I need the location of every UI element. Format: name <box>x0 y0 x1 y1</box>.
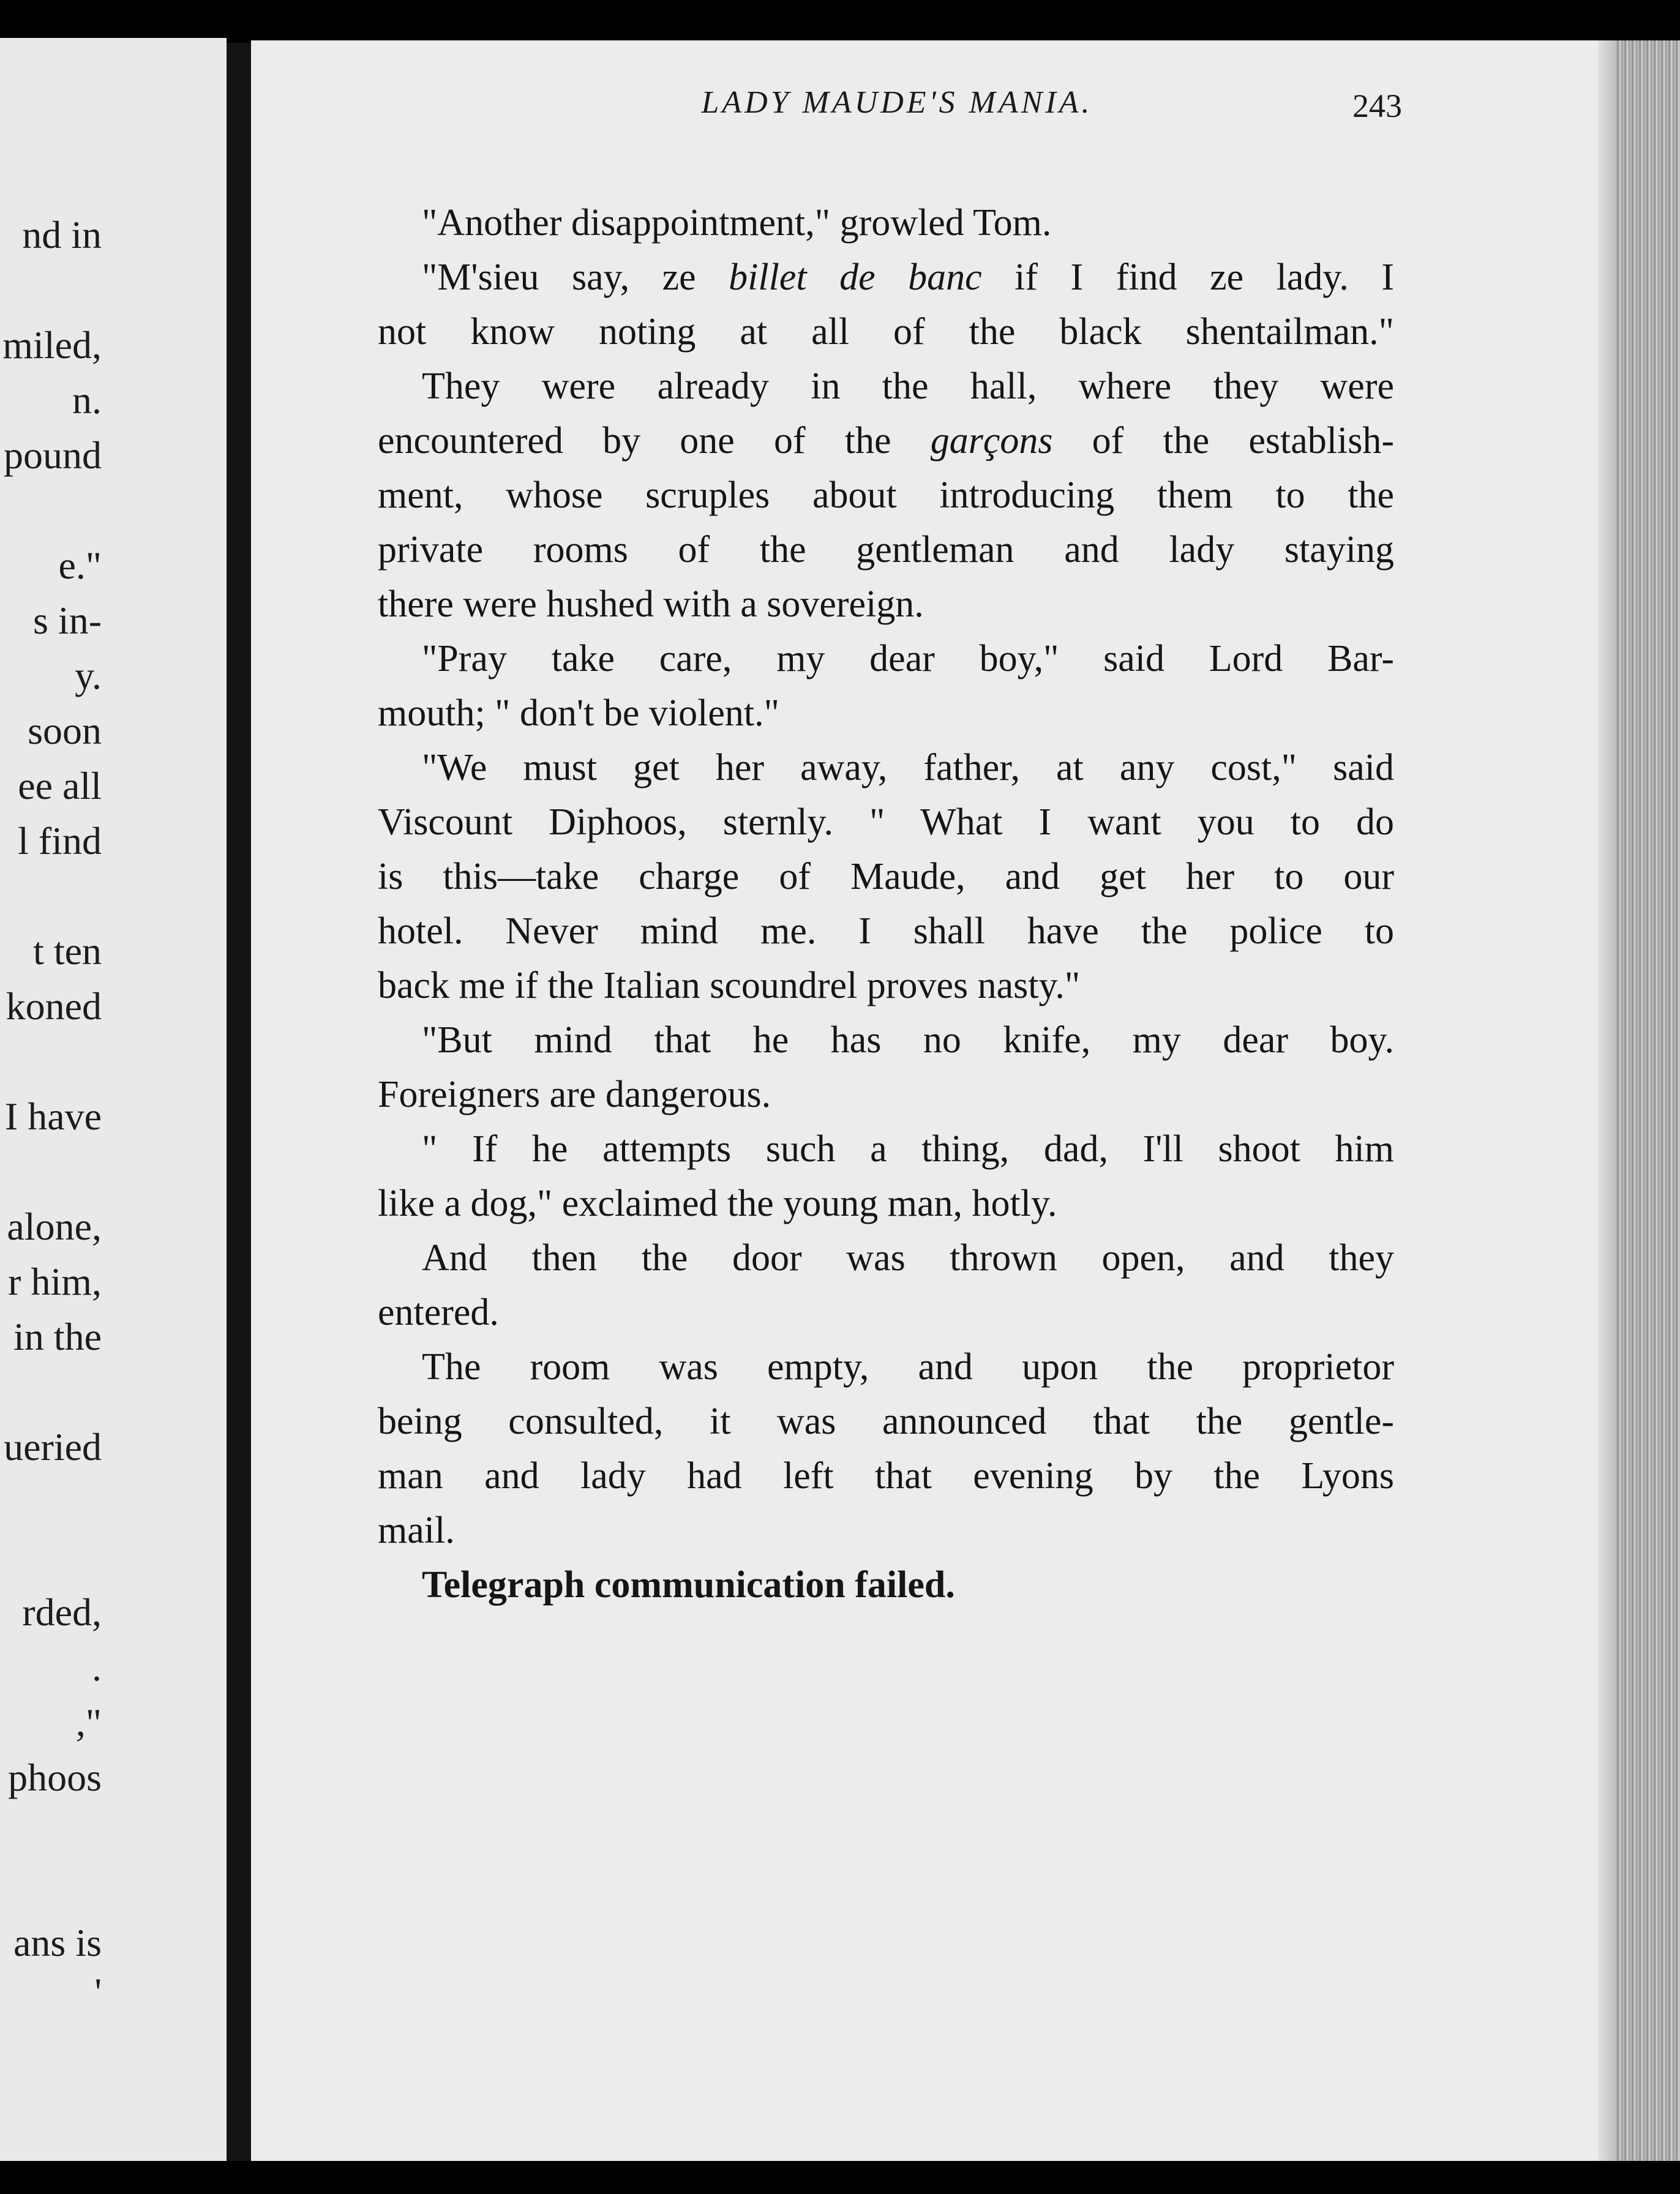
text-line <box>378 250 1394 305</box>
left-fragment: l find <box>18 819 102 863</box>
text-line: hotel. Never mind me. I shall have the police to <box>378 910 1394 952</box>
left-fragment: ," <box>75 1701 102 1744</box>
italic-phrase: billet de banc <box>729 256 982 298</box>
left-fragment: ans is <box>13 1921 102 1964</box>
left-fragment: r him, <box>8 1260 102 1303</box>
text-line: is this—take charge of Maude, and get her to our <box>378 856 1394 897</box>
text-line: They were already in the hall, where they were <box>422 365 1394 407</box>
text-line: "Another disappointment," growled Tom. <box>422 202 1052 244</box>
page-edge-shadow <box>1598 40 1619 2161</box>
text-line: "But mind that he has no knife, my dear boy. <box>422 1019 1394 1061</box>
text-line: Foreigners are dangerous. <box>378 1074 771 1115</box>
text-line: And then the door was thrown open, and they <box>422 1237 1394 1279</box>
text-line: Viscount Diphoos, sternly. " What I want you to do <box>378 801 1394 843</box>
text-line: entered. <box>378 1292 499 1333</box>
text-line <box>378 414 1394 468</box>
text-span: encountered by one of the <box>378 420 931 462</box>
text-span: if I find ze lady. I <box>981 256 1394 298</box>
page-number: 243 <box>1352 88 1402 124</box>
text-line: private rooms of the gentleman and lady staying <box>378 529 1394 571</box>
left-fragment: y. <box>75 654 102 697</box>
text-line: mouth; " don't be violent." <box>378 692 779 734</box>
running-head: LADY MAUDE'S MANIA. <box>701 85 1093 120</box>
left-fragment: phoos <box>8 1756 102 1799</box>
left-fragment: in the <box>13 1315 102 1358</box>
left-fragment: pound <box>4 433 102 477</box>
scan-bottom-border <box>0 2161 1680 2194</box>
text-line: there were hushed with a sovereign. <box>378 583 924 625</box>
text-line: "Pray take care, my dear boy," said Lord Bar- <box>422 638 1394 680</box>
italic-phrase: garçons <box>930 420 1053 462</box>
left-fragment: n. <box>72 378 102 422</box>
left-fragment: ' <box>94 1970 102 2013</box>
text-line: ment, whose scruples about introducing them to the <box>378 474 1394 516</box>
left-fragment: ee all <box>18 764 102 807</box>
text-line: mail. <box>378 1510 455 1551</box>
left-fragment: alone, <box>7 1205 102 1248</box>
left-fragment: t ten <box>33 929 102 973</box>
left-fragment: soon <box>28 709 102 752</box>
book-gutter <box>227 43 251 2161</box>
text-line: like a dog," exclaimed the young man, hotly. <box>378 1183 1057 1224</box>
left-fragment: koned <box>6 984 102 1028</box>
left-fragment: e." <box>58 544 102 587</box>
text-line: back me if the Italian scoundrel proves nasty." <box>378 965 1081 1006</box>
text-line: The room was empty, and upon the proprietor <box>422 1346 1394 1388</box>
text-line: "We must get her away, father, at any cost," said <box>422 747 1394 788</box>
text-span: "M'sieu say, ze <box>422 256 729 298</box>
left-fragment: . <box>92 1646 102 1689</box>
left-fragment: I have <box>4 1095 102 1138</box>
left-fragment: rded, <box>22 1590 102 1634</box>
body-text <box>378 196 1394 1612</box>
text-span: of the establish- <box>1052 420 1394 462</box>
scan-top-border <box>0 0 1680 43</box>
text-line: being consulted, it was announced that the gentle- <box>378 1401 1394 1442</box>
page-stack-edge <box>1616 40 1680 2161</box>
left-fragment: miled, <box>2 323 102 367</box>
text-line: man and lady had left that evening by the Lyons <box>378 1455 1394 1497</box>
facing-page-left <box>0 38 227 2161</box>
text-line: " If he attempts such a thing, dad, I'll shoot him <box>422 1128 1394 1170</box>
left-fragment: ueried <box>4 1425 102 1469</box>
text-line: not know noting at all of the black shentailman." <box>378 311 1394 353</box>
left-fragment: s in- <box>33 599 102 642</box>
left-fragment: nd in <box>22 213 102 256</box>
text-line: Telegraph communication failed. <box>422 1564 955 1606</box>
